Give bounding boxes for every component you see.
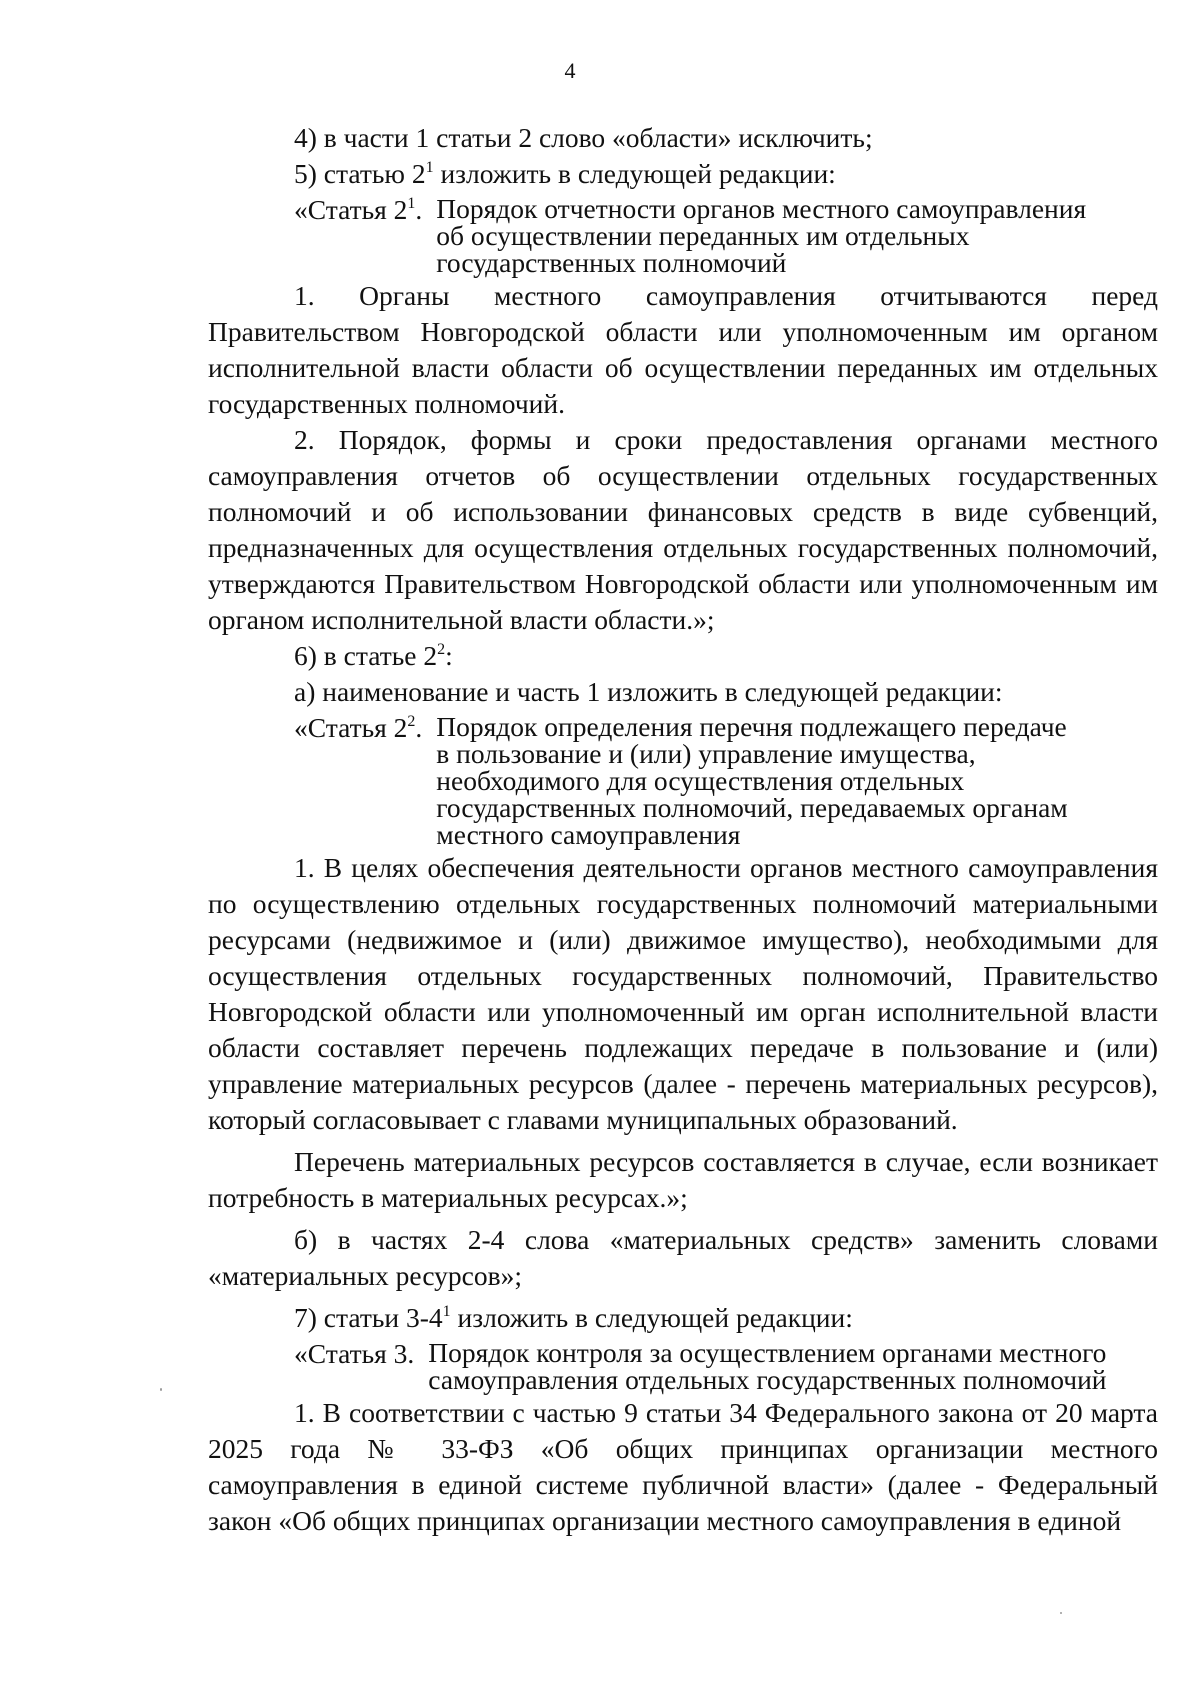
document-body [208, 120, 1158, 1539]
article-2-2-list-note: Перечень материальных ресурсов составляется в случае, если возникает потребность в материальных ресурсах.»; [208, 1146, 1158, 1213]
article-2-2-title: Порядок определения перечня подлежащего передаче в пользование и (или) управление имущества, необходимого для осуществления отдельных государственных полномочий, передаваемых органам местного самоуправления [436, 711, 1068, 850]
article-2-1-part-1: 1. Органы местного самоуправления отчитываются перед Правительством Новгородской области или уполномоченным им органом исполнительной власти области об осуществлении переданных им отдельных государственных полномочий. [208, 280, 1158, 419]
scan-speck [160, 1388, 162, 1391]
article-3-title: Порядок контроля за осуществлением органами местного самоуправления отдельных государственных полномочий [428, 1337, 1107, 1395]
article-2-1-title: Порядок отчетности органов местного самоуправления об осуществлении переданных им отдельных государственных полномочий [436, 193, 1087, 278]
item-4: 4) в части 1 статьи 2 слово «области» исключить; [294, 122, 873, 153]
page-number: 4 [564, 58, 576, 83]
article-2-2-part-1: 1. В целях обеспечения деятельности органов местного самоуправления по осуществлению отдельных государственных полномочий материальными ресурсами (недвижимое и (или) движимое имущество), необходимыми для осуществления отдельных государственных полномочий, Правительство Новгородской области или уполномоченный им орган исполнительной власти области составляет перечень подлежащих передаче в пользование и (или) управление материальных ресурсов (далее - перечень материальных ресурсов), который согласовывает с главами муниципальных образований. [208, 852, 1158, 1135]
article-2-2-heading [208, 710, 1158, 848]
item-6-a: а) наименование и часть 1 изложить в следующей редакции: [294, 676, 1003, 707]
article-2-1-label: «Статья $2^1$. [294, 194, 423, 225]
article-2-1-heading [208, 192, 1158, 276]
article-3-part-1: 1. В соответствии с частью 9 статьи 34 Федерального закона от 20 марта 2025 года № 33-ФЗ «Об общих принципах организации местного самоуправления в единой системе публичной власти» (далее - Федеральный закон «Об общих принципах организации местного самоуправления в единой [208, 1397, 1158, 1536]
article-2-1-part-2: 2. Порядок, формы и сроки предоставления органами местного самоуправления отчетов об осуществлении отдельных государственных полномочий и об использовании финансовых средств в виде субвенций, предназначенных для осуществления отдельных государственных полномочий, утверждаются Правительством Новгородской области или уполномоченным им органом исполнительной власти области.»; [208, 424, 1158, 635]
article-2-2-label: «Статья $2^2$. [294, 712, 423, 743]
article-3-heading [208, 1336, 1158, 1393]
item-6-b: б) в частях 2-4 слова «материальных средств» заменить словами «материальных ресурсов»; [208, 1224, 1158, 1291]
item-7: 7) статьи $3-4^1$ изложить в следующей редакции: [294, 1302, 853, 1333]
item-6: 6) в статье $2^2$: [294, 640, 453, 671]
scan-speck [1060, 1612, 1062, 1614]
article-3-label: «Статья 3. [294, 1338, 415, 1369]
item-5: 5) статью $2^1$ изложить в следующей редакции: [294, 158, 836, 189]
